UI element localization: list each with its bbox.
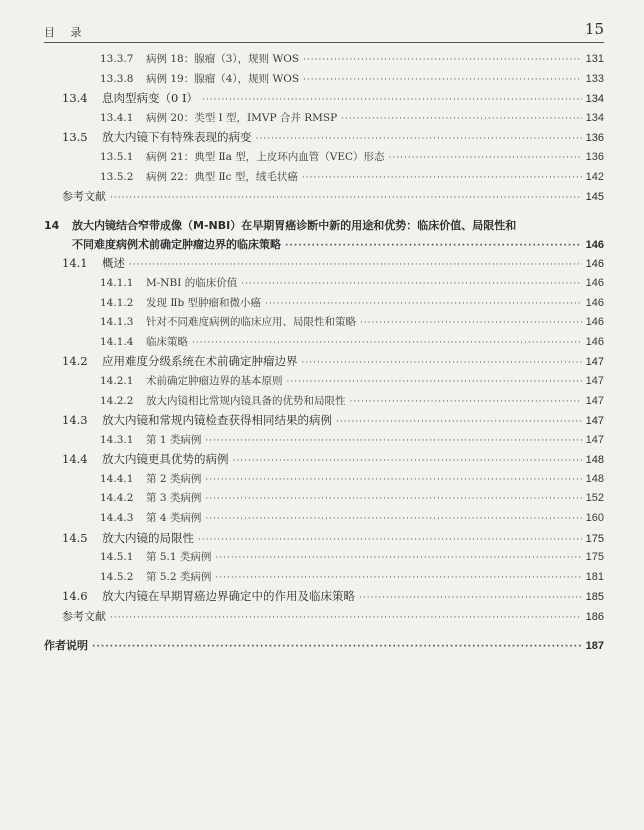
toc-entry	[44, 109, 604, 129]
toc-entry-title: 病例 20：类型 I 型，IMVP 合并 RMSP	[146, 111, 338, 124]
leader-dots	[302, 169, 582, 189]
leader-dots	[205, 471, 581, 491]
toc-entry-title: 发现 Ⅱb 型肿瘤和微小癌	[146, 296, 262, 309]
toc-entry-page: 148	[585, 472, 604, 485]
toc-entry-title: 参考文献	[62, 610, 106, 624]
leader-dots	[360, 314, 582, 334]
toc-entry	[44, 50, 604, 70]
toc-entry	[44, 70, 604, 90]
toc-section-13-tail	[44, 50, 604, 207]
toc-entry-number: 14.4	[62, 452, 88, 467]
toc-entry-number: 14.5.1	[100, 551, 134, 564]
toc-entry-page: 145	[585, 191, 604, 204]
toc-entry	[44, 313, 604, 333]
toc-entry-title: 临床策略	[146, 335, 188, 348]
table-of-contents	[44, 50, 604, 655]
leader-dots	[215, 569, 581, 589]
toc-entry	[44, 568, 604, 588]
toc-entry-title: M-NBI 的临床价值	[146, 276, 238, 289]
toc-entry	[44, 168, 604, 188]
toc-entry	[44, 89, 604, 109]
leader-dots	[110, 189, 582, 209]
leader-dots	[241, 275, 581, 295]
toc-entry-title: 病例 22：典型 Ⅱc 型，绒毛状癌	[146, 170, 298, 183]
toc-entry	[44, 548, 604, 568]
toc-entry-number: 13.3.7	[100, 53, 134, 65]
toc-entry-number: 14.2.1	[100, 374, 134, 387]
toc-entry-page: 146	[585, 335, 604, 348]
toc-entry-number: 13.4.1	[100, 111, 134, 124]
toc-entry-page: 131	[585, 53, 604, 65]
toc-entry	[44, 187, 604, 207]
toc-entry-number: 14.1	[62, 256, 88, 271]
toc-entry-title: 放大内镜下有特殊表现的病变	[102, 130, 252, 145]
toc-entry	[44, 148, 604, 168]
toc-entry-number: 14.4.1	[100, 472, 134, 485]
toc-entry	[44, 529, 604, 549]
toc-entry-title: 第 1 类病例	[146, 433, 202, 446]
toc-entry-page: 146	[585, 296, 604, 309]
toc-entry-title: 放大内镜相比常规内镜具备的优势和局限性	[146, 394, 346, 407]
toc-entry-page: 147	[585, 374, 604, 387]
toc-entry-title: 第 2 类病例	[146, 472, 202, 485]
toc-entry-number: 14.1.4	[100, 335, 134, 348]
toc-entry-number: 14.4.2	[100, 492, 134, 505]
toc-entry-number: 13.5	[62, 130, 88, 145]
toc-entry	[44, 607, 604, 627]
toc-entry-number: 13.5.1	[100, 150, 134, 163]
toc-entry-title: 参考文献	[62, 190, 106, 204]
toc-entry-page: 146	[585, 258, 604, 271]
toc-entry	[44, 333, 604, 353]
toc-entry	[44, 509, 604, 529]
chapter-title-text-2: 不同难度病例术前确定肿瘤边界的临床策略	[72, 237, 281, 251]
toc-entry-page: 146	[585, 316, 604, 329]
toc-entry-title: 放大内镜的局限性	[102, 530, 194, 545]
chapter-title-text-1: 放大内镜结合窄带成像（M-NBI）在早期胃癌诊断中新的用途和优势：临床价值、局限性和	[72, 218, 517, 232]
leader-dots	[205, 510, 581, 530]
toc-entry-page: 175	[585, 551, 604, 564]
leader-dots	[110, 609, 582, 629]
toc-entry-page: 175	[585, 532, 604, 545]
chapter-title-line-1	[44, 217, 604, 235]
author-note-title: 作者说明	[44, 638, 88, 652]
toc-entry-title: 息肉型病变（0 Ⅰ）	[102, 91, 199, 106]
toc-entry-title: 放大内镜更具优势的病例	[102, 452, 229, 467]
toc-entry	[44, 450, 604, 470]
toc-entry-number: 13.3.8	[100, 72, 134, 85]
toc-entry-number: 13.5.2	[100, 170, 134, 183]
toc-entry	[44, 294, 604, 314]
toc-entry	[44, 392, 604, 412]
leader-dots	[205, 490, 581, 510]
toc-entry-title: 概述	[102, 256, 125, 271]
header-label: 目 录	[44, 26, 88, 39]
toc-entry-page: 152	[585, 492, 604, 505]
toc-entry-title: 第 4 类病例	[146, 512, 202, 525]
toc-entry-number: 14.5.2	[100, 570, 134, 583]
chapter-page: 146	[585, 238, 604, 251]
toc-entry	[44, 372, 604, 392]
toc-entry-title: 第 5.2 类病例	[146, 570, 212, 583]
toc-entry-number: 14.2	[62, 354, 88, 369]
toc-entry-page: 148	[585, 454, 604, 467]
toc-entry	[44, 254, 604, 274]
leader-dots	[215, 549, 581, 569]
chapter-title-line-2	[44, 235, 604, 255]
leader-dots	[350, 393, 582, 413]
toc-entry-title: 术前确定肿瘤边界的基本原则	[146, 374, 283, 387]
toc-entry-title: 应用难度分级系统在术前确定肿瘤边界	[102, 354, 298, 369]
leader-dots	[303, 71, 582, 91]
toc-entry-page: 147	[585, 433, 604, 446]
toc-author-note	[44, 636, 604, 656]
toc-entry	[44, 489, 604, 509]
toc-entry-title: 病例 21：典型 Ⅱa 型，上皮环内血管（VEC）形态	[146, 150, 385, 163]
toc-entry-page: 142	[585, 170, 604, 183]
toc-entry	[44, 274, 604, 294]
toc-entry	[44, 352, 604, 372]
chapter-number: 14	[44, 218, 60, 232]
toc-entry	[44, 587, 604, 607]
toc-entry-number: 14.5	[62, 530, 88, 545]
toc-entry	[44, 431, 604, 451]
toc-entry-page: 185	[585, 591, 604, 604]
toc-entry-title: 第 5.1 类病例	[146, 551, 212, 564]
leader-dots	[303, 51, 582, 71]
leader-dots	[92, 638, 582, 658]
toc-entry-number: 13.4	[62, 91, 88, 106]
toc-entry-page: 147	[585, 394, 604, 407]
toc-entry-page: 181	[585, 570, 604, 583]
toc-entry-number: 14.3	[62, 413, 88, 428]
toc-entry-page: 136	[585, 132, 604, 145]
leader-dots	[341, 110, 581, 130]
toc-entry-number: 14.4.3	[100, 512, 134, 525]
toc-chapter-14	[44, 217, 604, 627]
toc-entry-title: 针对不同难度病例的临床应用、局限性和策略	[146, 316, 356, 329]
toc-entry-title: 第 3 类病例	[146, 492, 202, 505]
leader-dots	[192, 334, 582, 354]
toc-entry-number: 14.6	[62, 589, 88, 604]
leader-dots	[205, 432, 581, 452]
toc-entry-title: 病例 18：腺瘤（3），规则 WOS	[146, 53, 300, 65]
toc-entry-page: 133	[585, 72, 604, 85]
page-number: 15	[584, 20, 604, 38]
toc-entry-page: 134	[585, 111, 604, 124]
toc-entry	[44, 470, 604, 490]
toc-entry-page: 136	[585, 150, 604, 163]
leader-dots	[265, 295, 582, 315]
toc-section-14	[44, 254, 604, 626]
toc-entry-page: 147	[585, 415, 604, 428]
author-note-page: 187	[585, 639, 604, 652]
toc-entry-number: 14.1.2	[100, 296, 134, 309]
toc-entry-number: 14.3.1	[100, 433, 134, 446]
page-header	[44, 22, 604, 43]
toc-entry-number: 14.1.1	[100, 276, 134, 289]
toc-entry-page: 134	[585, 93, 604, 106]
toc-entry	[44, 128, 604, 148]
toc-entry-title: 病例 19：腺瘤（4），规则 WOS	[146, 72, 300, 85]
toc-entry-title: 放大内镜在早期胃癌边界确定中的作用及临床策略	[102, 589, 355, 604]
toc-entry-page: 160	[585, 512, 604, 525]
toc-entry-title: 放大内镜和常规内镜检查获得相同结果的病例	[102, 413, 332, 428]
toc-entry	[44, 411, 604, 431]
toc-entry-page: 146	[585, 276, 604, 289]
toc-entry-page: 147	[585, 356, 604, 369]
toc-entry-number: 14.2.2	[100, 394, 134, 407]
leader-dots	[287, 373, 582, 393]
toc-entry-page: 186	[585, 611, 604, 624]
toc-entry-number: 14.1.3	[100, 316, 134, 329]
leader-dots	[389, 149, 582, 169]
